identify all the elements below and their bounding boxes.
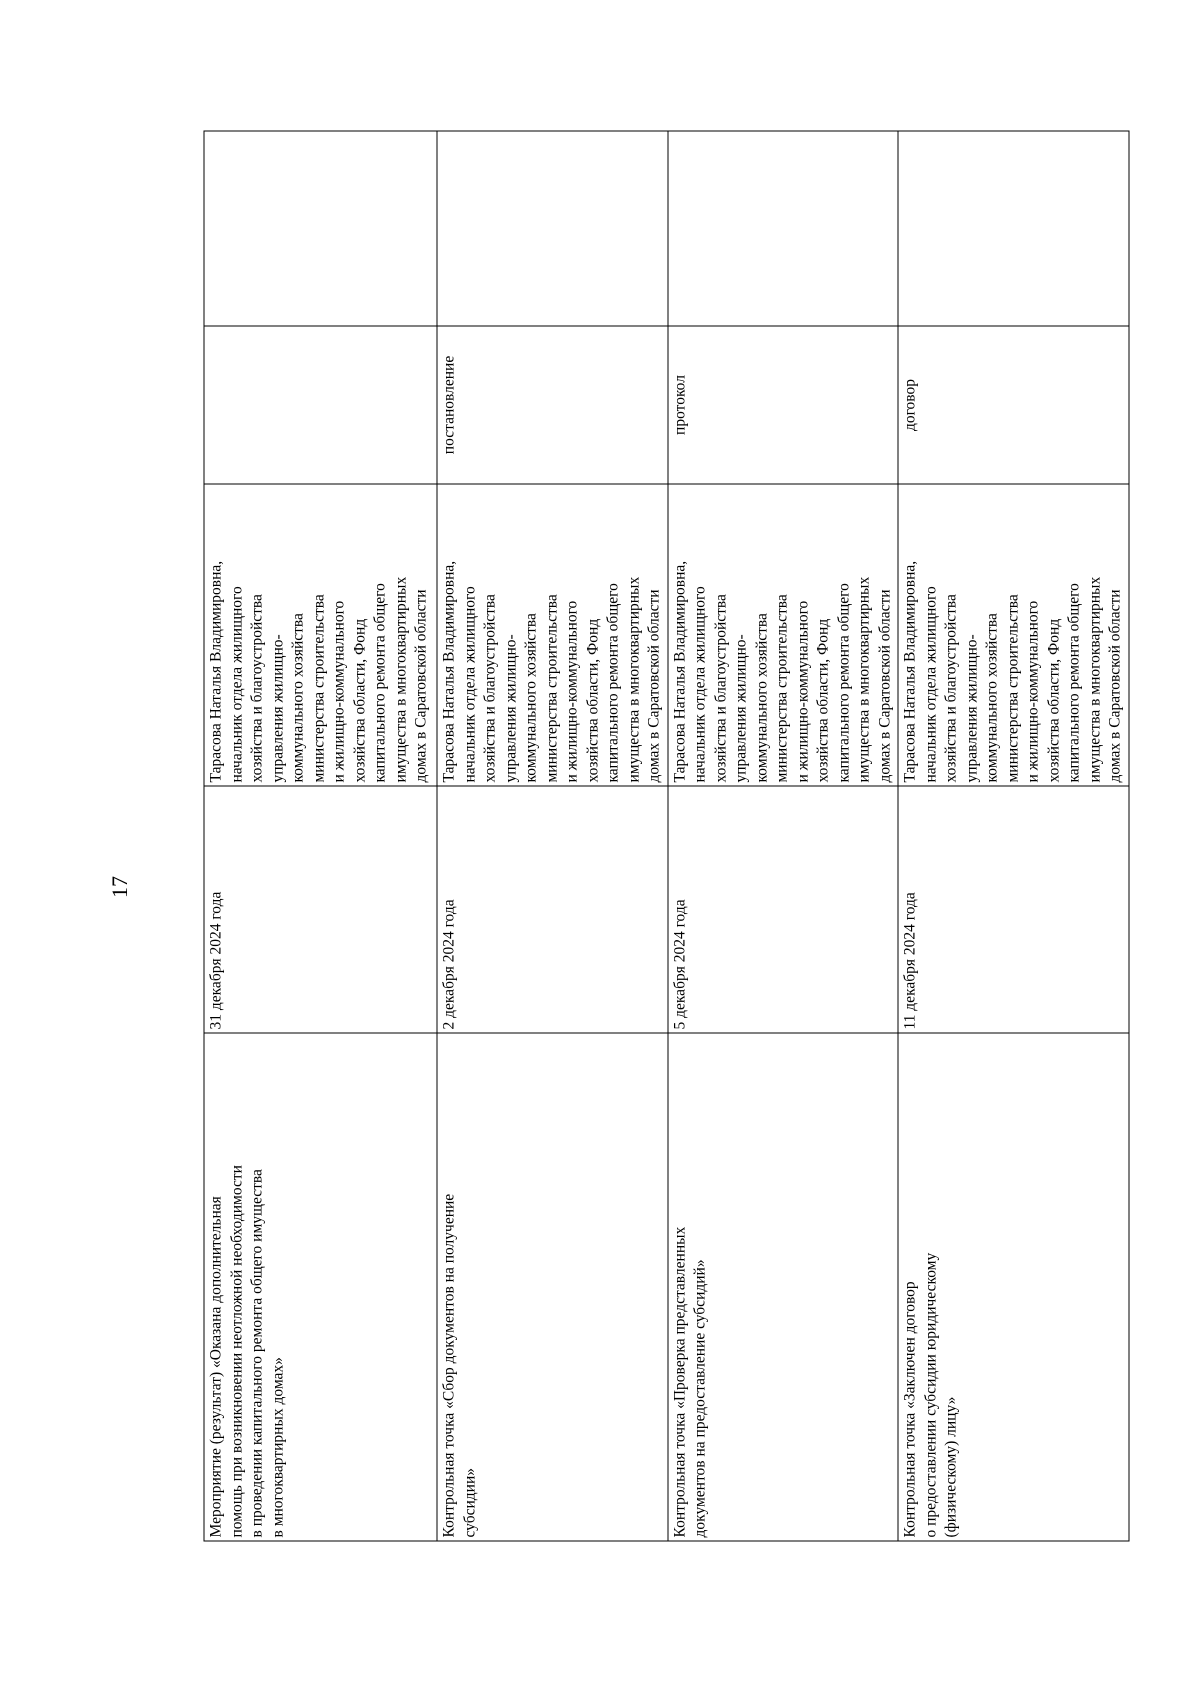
date-cell (667, 786, 898, 1033)
table-row (667, 131, 898, 1541)
responsible-cell (437, 484, 668, 786)
document-text: протокол (670, 374, 688, 435)
event-cell (898, 1033, 1129, 1541)
responsible-text: Тарасова Наталья Владимировна, начальник отдела жилищного хозяйства и благоустройства управления жилищно- коммунального хозяйства министерства строительства и жилищно-коммунального хозяйства области, Фонд капитального ремонта общего имущества в многоквартирных домах в Саратовской области (207, 560, 429, 782)
event-cell (204, 1033, 437, 1541)
date-cell (437, 786, 668, 1033)
date-text: 5 декабря 2024 года (670, 898, 688, 1029)
event-text: Контрольная точка «Проверка представленных документов на предоставление субсидий» (670, 1226, 708, 1537)
event-cell (667, 1033, 898, 1541)
table-row (898, 131, 1129, 1541)
responsible-text: Тарасова Наталья Владимировна, начальник отдела жилищного хозяйства и благоустройства управления жилищно- коммунального хозяйства министерства строительства и жилищно-коммунального хозяйства области, Фонд капитального ремонта общего имущества в многоквартирных домах в Саратовской области (901, 560, 1123, 782)
extra-cell (667, 131, 898, 326)
responsible-cell (204, 484, 437, 786)
event-text: Контрольная точка «Сбор документов на получение субсидии» (440, 1193, 478, 1537)
date-cell (204, 786, 437, 1033)
event-text: Мероприятие (результат) «Оказана дополнительная помощь при возникновении неотложной необходимости в проведении капитального ремонта общего имущества в многоквартирных домах» (207, 1164, 286, 1537)
event-text: Контрольная точка «Заключен договор о предоставлении субсидии юридическому (физическому) лицу» (901, 1252, 959, 1537)
responsible-cell (898, 484, 1129, 786)
extra-cell (437, 131, 668, 326)
document-cell (437, 326, 668, 484)
document-cell (667, 326, 898, 484)
document-cell (898, 326, 1129, 484)
control-points-table (203, 130, 1129, 1541)
date-text: 11 декабря 2024 года (901, 891, 918, 1029)
responsible-text: Тарасова Наталья Владимировна, начальник отдела жилищного хозяйства и благоустройства управления жилищно- коммунального хозяйства министерства строительства и жилищно-коммунального хозяйства области, Фонд капитального ремонта общего имущества в многоквартирных домах в Саратовской области (670, 560, 893, 782)
date-cell (898, 786, 1129, 1033)
document-text: договор (901, 378, 918, 431)
extra-cell (204, 131, 437, 326)
event-cell (437, 1033, 668, 1541)
table-container (203, 131, 1124, 1541)
responsible-cell (667, 484, 898, 786)
table-row (204, 131, 437, 1541)
date-text: 31 декабря 2024 года (207, 891, 224, 1029)
date-text: 2 декабря 2024 года (440, 898, 457, 1029)
table-row (437, 131, 668, 1541)
document-cell (204, 326, 437, 484)
document-text: постановление (440, 355, 457, 454)
page-number: 17 (107, 876, 132, 898)
responsible-text: Тарасова Наталья Владимировна, начальник отдела жилищного хозяйства и благоустройства управления жилищно- коммунального хозяйства министерства строительства и жилищно-коммунального хозяйства области, Фонд капитального ремонта общего имущества в многоквартирных домах в Саратовской области (440, 560, 662, 782)
extra-cell (898, 131, 1129, 326)
rotated-table-frame (203, 131, 1124, 1541)
